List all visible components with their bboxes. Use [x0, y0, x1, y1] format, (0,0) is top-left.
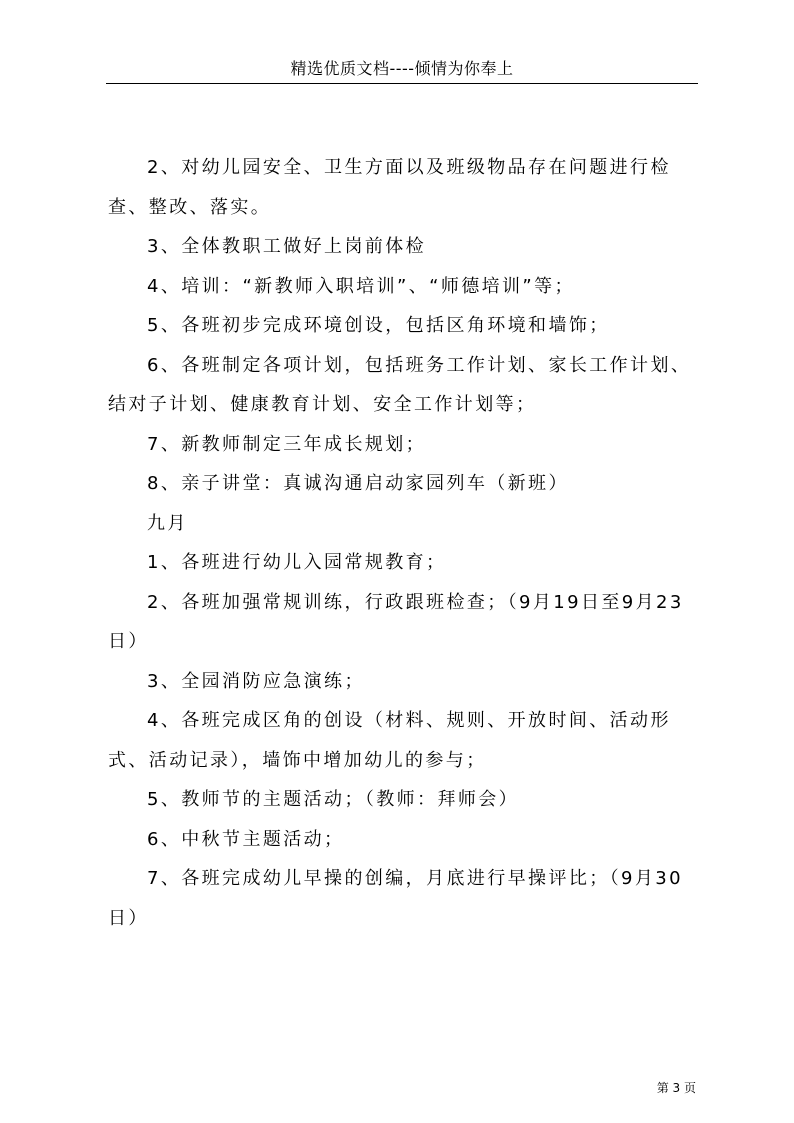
- text-line: 查、整改、落实。: [108, 196, 272, 218]
- text-line: 式、活动记录），墙饰中增加幼儿的参与；: [108, 749, 487, 771]
- page-number: 第 3 页: [656, 1081, 696, 1095]
- text-line: 日）: [108, 907, 149, 929]
- text-line: 5、各班初步完成环境创设，包括区角环境和墙饰；: [147, 315, 610, 336]
- text-line: 1、各班进行幼儿入园常规教育；: [147, 552, 447, 573]
- section-heading-september: 九月: [147, 512, 188, 534]
- document-body: [108, 148, 704, 938]
- text-line: 6、中秋节主题活动；: [147, 828, 345, 850]
- text-line: 8、亲子讲堂：真诚沟通启动家园列车（新班）: [147, 473, 569, 494]
- text-line: 4、培训：“新教师入职培训”、“师德培训”等；: [147, 275, 575, 297]
- text-line: 6、各班制定各项计划，包括班务工作计划、家长工作计划、: [147, 354, 692, 376]
- page-header-title: 精选优质文档----倾情为你奉上: [290, 59, 514, 78]
- text-line: 7、新教师制定三年成长规划；: [147, 433, 427, 455]
- text-line: 3、全体教职工做好上岗前体检: [147, 236, 427, 257]
- text-line: 日）: [108, 631, 149, 652]
- text-line: 结对子计划、健康教育计划、安全工作计划等；: [108, 394, 537, 415]
- text-line: 7、各班完成幼儿早操的创编，月底进行早操评比；（9月30: [147, 868, 684, 889]
- text-line: 2、各班加强常规训练，行政跟班检查；（9月19日至9月23: [147, 591, 684, 613]
- text-line: 5、教师节的主题活动；（教师：拜师会）: [147, 789, 520, 810]
- text-line: 2、对幼儿园安全、卫生方面以及班级物品存在问题进行检: [147, 157, 671, 178]
- header-divider: [106, 83, 698, 84]
- text-line: 3、全园消防应急演练；: [147, 670, 365, 692]
- text-line: 4、各班完成区角的创设（材料、规则、开放时间、活动形: [147, 710, 671, 731]
